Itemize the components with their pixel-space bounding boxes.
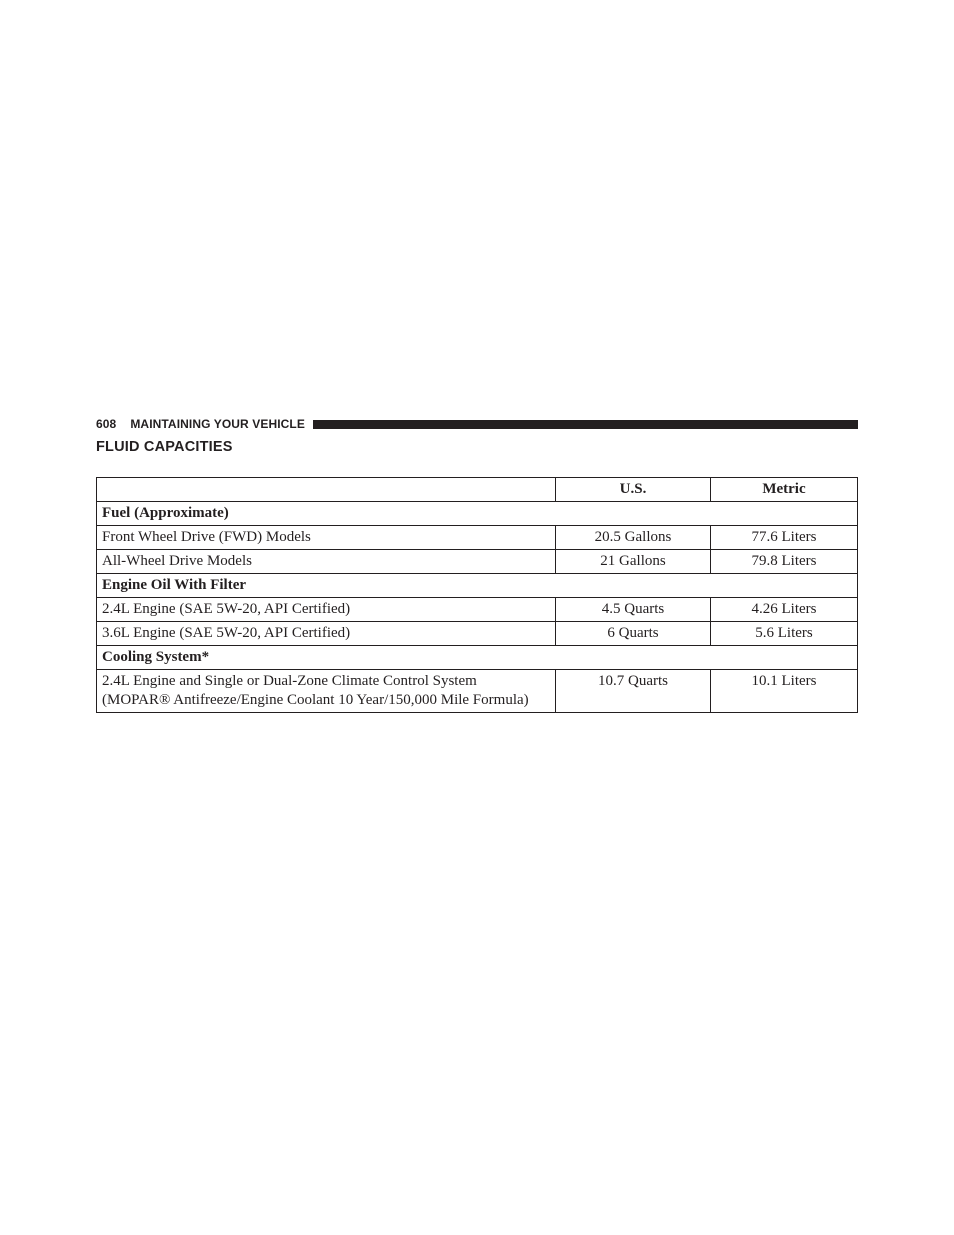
row-us-value: 20.5 Gallons bbox=[556, 526, 711, 550]
group-label: Engine Oil With Filter bbox=[97, 574, 858, 598]
row-metric-value: 4.26 Liters bbox=[711, 598, 858, 622]
row-label-line: 2.4L Engine and Single or Dual-Zone Climate Control System bbox=[102, 673, 477, 689]
column-header-metric: Metric bbox=[711, 478, 858, 502]
fluid-capacities-table bbox=[96, 477, 858, 713]
group-label: Cooling System* bbox=[97, 646, 858, 670]
table-row bbox=[97, 550, 858, 574]
column-header-description bbox=[97, 478, 556, 502]
group-row-fuel bbox=[97, 502, 858, 526]
row-us-value: 4.5 Quarts bbox=[556, 598, 711, 622]
row-metric-value: 79.8 Liters bbox=[711, 550, 858, 574]
row-metric-value: 10.1 Liters bbox=[711, 670, 858, 713]
row-us-value: 10.7 Quarts bbox=[556, 670, 711, 713]
row-metric-value: 5.6 Liters bbox=[711, 622, 858, 646]
section-name: MAINTAINING YOUR VEHICLE bbox=[130, 417, 305, 431]
row-label: 3.6L Engine (SAE 5W-20, API Certified) bbox=[97, 622, 556, 646]
table-row bbox=[97, 670, 858, 713]
row-label-line: (MOPAR® Antifreeze/Engine Coolant 10 Year/150,000 Mile Formula) bbox=[102, 692, 529, 708]
page-header bbox=[96, 417, 858, 431]
group-label: Fuel (Approximate) bbox=[97, 502, 858, 526]
table-row bbox=[97, 526, 858, 550]
group-row-cooling-system bbox=[97, 646, 858, 670]
page-title: FLUID CAPACITIES bbox=[96, 439, 233, 455]
column-header-us: U.S. bbox=[556, 478, 711, 502]
table-row bbox=[97, 622, 858, 646]
table-header-row bbox=[97, 478, 858, 502]
row-metric-value: 77.6 Liters bbox=[711, 526, 858, 550]
header-rule bbox=[313, 420, 858, 429]
group-row-engine-oil bbox=[97, 574, 858, 598]
row-label bbox=[97, 670, 556, 713]
row-label: All-Wheel Drive Models bbox=[97, 550, 556, 574]
row-us-value: 21 Gallons bbox=[556, 550, 711, 574]
row-label: Front Wheel Drive (FWD) Models bbox=[97, 526, 556, 550]
row-label: 2.4L Engine (SAE 5W-20, API Certified) bbox=[97, 598, 556, 622]
page-number: 608 bbox=[96, 417, 117, 431]
row-us-value: 6 Quarts bbox=[556, 622, 711, 646]
table-row bbox=[97, 598, 858, 622]
